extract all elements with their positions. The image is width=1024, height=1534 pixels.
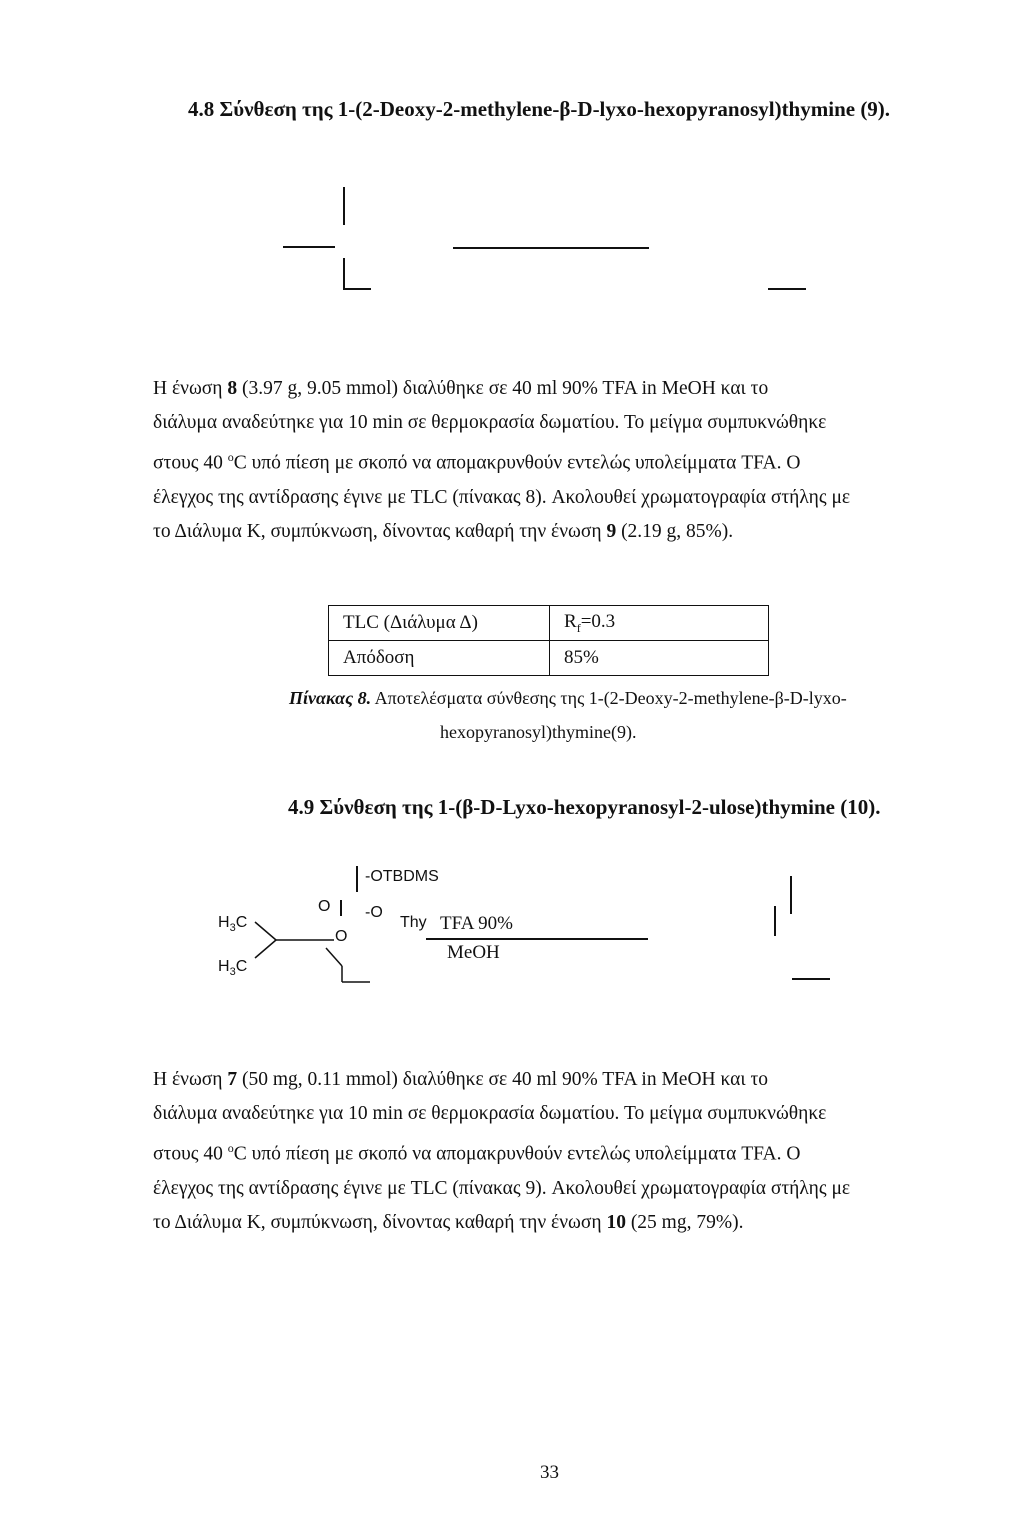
table-cell-value: 85% bbox=[550, 641, 769, 676]
solvent-label: MeOH bbox=[447, 942, 500, 963]
paragraph-line: διάλυμα αναδεύτηκε για 10 min σε θερμοκρασία δωματίου. Το μείγμα συμπυκνώθηκε bbox=[153, 1103, 827, 1124]
paragraph-line: διάλυμα αναδεύτηκε για 10 min σε θερμοκρασία δωματίου. Το μείγμα συμπυκνώθηκε bbox=[153, 412, 827, 433]
reagent-label: TFA 90% bbox=[440, 913, 514, 934]
table-cell-label: TLC (Διάλυμα Δ) bbox=[329, 606, 550, 641]
page-number: 33 bbox=[540, 1462, 559, 1483]
section-heading-4-8: 4.8 Σύνθεση της 1-(2-Deoxy-2-methylene-β-D-lyxo-hexopyranosyl)thymine (9). bbox=[188, 97, 891, 121]
paragraph-line: στους 40 $^o$C υπό πίεση με σκοπό να απομακρυνθούν εντελώς υπολείμματα TFA. Ο bbox=[153, 450, 801, 474]
paragraph-line: το Διάλυμα Κ, συμπύκνωση, δίνοντας καθαρή την ένωση 10 (25 mg, 79%). bbox=[153, 1211, 744, 1233]
paragraph-line: Η ένωση 8 (3.97 g, 9.05 mmol) διαλύθηκε σε 40 ml 90% TFA in MeOH και το bbox=[153, 378, 769, 399]
paragraph-line: το Διάλυμα Κ, συμπύκνωση, δίνοντας καθαρή την ένωση 9 (2.19 g, 85%). bbox=[153, 520, 734, 542]
paragraph-line: Η ένωση 7 (50 mg, 0.11 mmol) διαλύθηκε σε 40 ml 90% TFA in MeOH και το bbox=[153, 1069, 769, 1090]
h3c-bottom-label: $H_3C$ bbox=[218, 958, 248, 979]
section-heading-4-9: 4.9 Σύνθεση της 1-(β-D-Lyxo-hexopyranosyl-2-ulose)thymine (10). bbox=[288, 795, 881, 819]
table-caption-8-continued: hexopyranosyl)thymine(9). bbox=[440, 722, 637, 742]
paragraph-line: στους 40 $^o$C υπό πίεση με σκοπό να απομακρυνθούν εντελώς υπολείμματα TFA. Ο bbox=[153, 1141, 801, 1165]
otbdms-label: -OTBDMS bbox=[365, 868, 439, 885]
table-caption-8: Πίνακας 8. Αποτελέσματα σύνθεσης της 1-(2-Deoxy-2-methylene-β-D-lyxo- bbox=[289, 688, 847, 708]
table-cell-value: $R_f=0.3$ bbox=[550, 606, 769, 641]
h3c-top-label: $H_3C$ bbox=[218, 914, 248, 935]
paragraph-line: έλεγχος της αντίδρασης έγινε με TLC (πίνακας 9). Ακολουθεί χρωματογραφία στήλης με bbox=[153, 1177, 851, 1199]
acetal-oxygen-label: O bbox=[335, 928, 348, 945]
paragraph-line: έλεγχος της αντίδρασης έγινε με TLC (πίνακας 8). Ακολουθεί χρωματογραφία στήλης με bbox=[153, 486, 851, 508]
ring-oxygen-label: O bbox=[318, 898, 331, 915]
procedure-paragraph-10 bbox=[153, 1063, 953, 1240]
table-cell-label: Απόδοση bbox=[329, 641, 550, 676]
thy-label: Thy bbox=[400, 914, 427, 931]
o-minus-label: -O bbox=[365, 904, 383, 921]
